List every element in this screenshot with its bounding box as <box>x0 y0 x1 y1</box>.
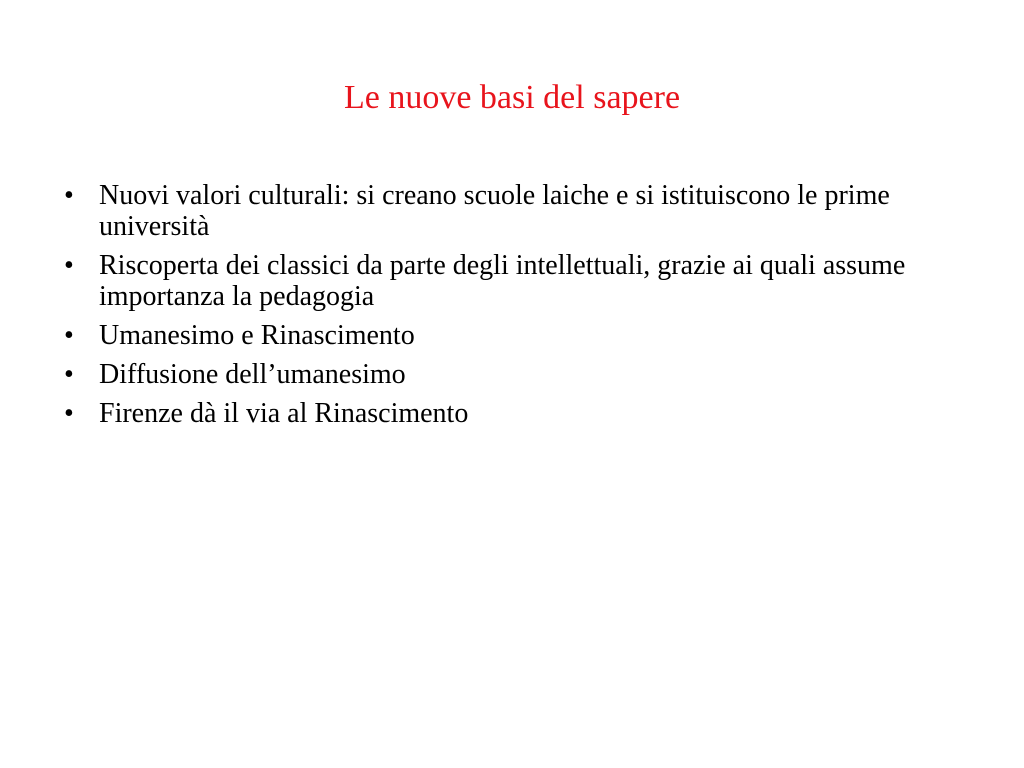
bullet-text: Diffusione dell’umanesimo <box>99 359 406 390</box>
bullet-item <box>64 320 964 351</box>
bullet-item <box>64 398 964 429</box>
bullet-dot-icon: • <box>64 180 74 211</box>
bullet-dot-icon: • <box>64 359 74 390</box>
bullet-item <box>64 250 964 312</box>
bullet-text: Nuovi valori culturali: si creano scuole laiche e si istituiscono le prime università <box>99 180 890 242</box>
bullet-item <box>64 180 964 242</box>
bullet-item <box>64 359 964 390</box>
bullet-dot-icon: • <box>64 398 74 429</box>
bullet-list <box>64 180 964 437</box>
bullet-dot-icon: • <box>64 250 74 281</box>
bullet-text: Umanesimo e Rinascimento <box>99 320 415 351</box>
bullet-dot-icon: • <box>64 320 74 351</box>
bullet-text: Riscoperta dei classici da parte degli intellettuali, grazie ai quali assume importanza la pedagogia <box>99 250 906 312</box>
slide-title: Le nuove basi del sapere <box>343 79 681 116</box>
bullet-text: Firenze dà il via al Rinascimento <box>99 398 469 429</box>
